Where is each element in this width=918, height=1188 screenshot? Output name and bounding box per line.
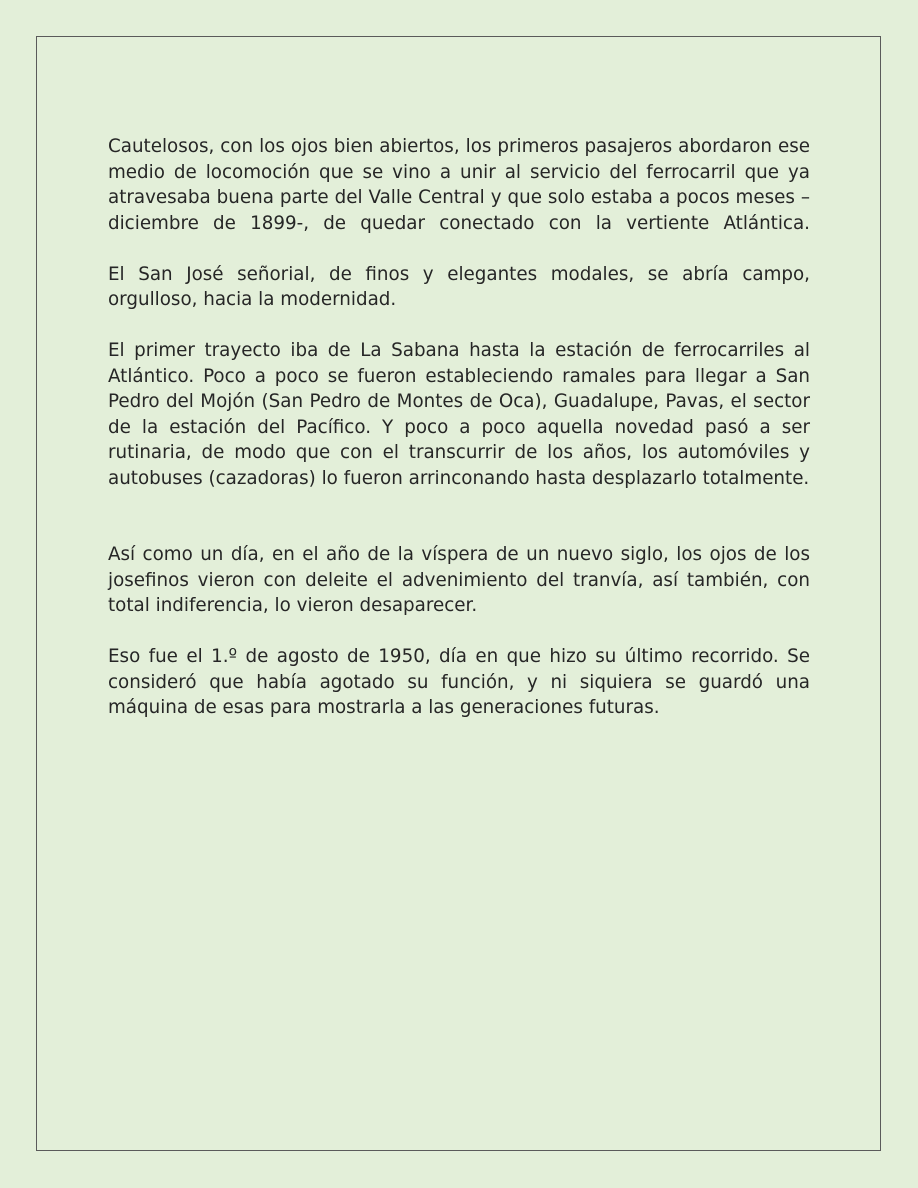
paragraph-4: Así como un día, en el año de la víspera de un nuevo siglo, los ojos de los josefinos vieron con deleite el advenimiento del tranvía, así también, con total indiferencia, lo vieron desaparecer. (108, 544, 810, 616)
paragraph-1: Cautelosos, con los ojos bien abiertos, los primeros pasajeros abordaron ese medio de locomoción que se vino a unir al servicio del ferrocarril que ya atravesaba buena parte del Valle Central y que solo estaba a pocos meses –diciembre de 1899-, de quedar conectado con la vertiente Atlántica. (108, 136, 810, 234)
paragraph-3: El primer trayecto iba de La Sabana hasta la estación de ferrocarriles al Atlántico. Poco a poco se fueron estableciendo ramales para llegar a San Pedro del Mojón (San Pedro de Montes de Oca), Guadalupe, Pavas, el sector de la estación del Pacífico. Y poco a poco aquella novedad pasó a ser rutinaria, de modo que con el transcurrir de los años, los automóviles y autobuses (cazadoras) lo fueron arrinconando hasta desplazarlo totalmente. (108, 340, 810, 489)
paragraph-2: El San José señorial, de finos y elegantes modales, se abría campo, orgulloso, hacia la modernidad. (108, 263, 810, 310)
paragraph-5: Eso fue el 1.º de agosto de 1950, día en que hizo su último recorrido. Se consideró que había agotado su función, y ni siquiera se guardó una máquina de esas para mostrarla a las generaciones futuras. (108, 646, 810, 718)
document-text (108, 134, 810, 721)
